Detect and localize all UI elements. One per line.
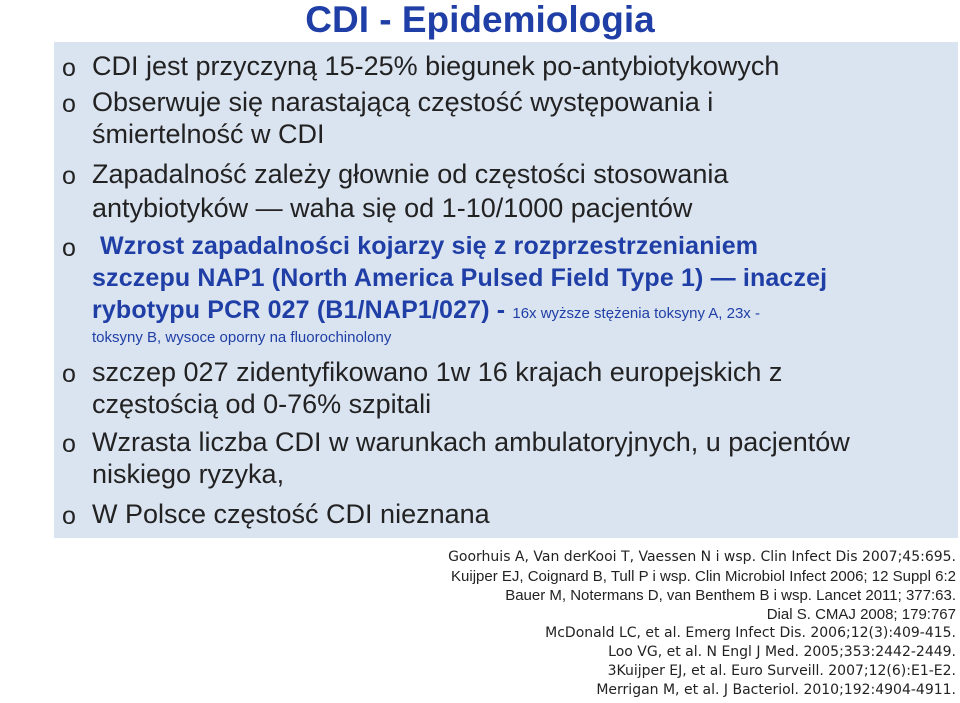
bullet-6-line-2: niskiego ryzyka,: [92, 459, 285, 489]
bullet-marker: o: [62, 162, 76, 190]
bullet-4-note-line: toksyny B, wysoce oporny na fluorochinolony: [92, 329, 392, 346]
content-panel: [54, 42, 958, 538]
bullet-4-line-3-text: rybotypu PCR 027 (B1/NAP1/027) -: [92, 296, 506, 324]
bullet-5-line-1: szczep 027 zidentyfikowano 1w 16 krajach europejskich z: [92, 357, 783, 387]
bullet-3-line-2: antybiotyków — waha się od 1-10/1000 pacjentów: [92, 193, 693, 223]
bullet-5-line-2: częstością od 0-76% szpitali: [92, 389, 432, 419]
reference-item: Goorhuis A, Van derKooi T, Vaessen N i wsp. Clin Infect Dis 2007;45:695.: [448, 549, 956, 565]
bullet-marker: o: [62, 430, 76, 458]
bullet-marker: o: [62, 360, 76, 388]
slide-title: CDI - Epidemiologia: [305, 0, 655, 40]
reference-item: McDonald LC, et al. Emerg Infect Dis. 2006;12(3):409-415.: [545, 625, 956, 641]
bullet-4-inline-note: 16x wyższe stężenia toksyny A, 23x -: [512, 305, 760, 322]
bullet-7-line-1: W Polsce częstość CDI nieznana: [92, 499, 490, 529]
bullet-marker: o: [62, 90, 76, 118]
bullet-marker: o: [62, 502, 76, 530]
bullet-2-line-2: śmiertelność w CDI: [92, 119, 325, 149]
bullet-4-line-3: [92, 294, 760, 330]
reference-item: Bauer M, Notermans D, van Benthem B i wsp. Lancet 2011; 377:63.: [505, 587, 956, 604]
bullet-4-line-1: Wzrost zapadalności kojarzy się z rozprzestrzenianiem: [100, 232, 759, 260]
reference-item: Kuijper EJ, Coignard B, Tull P i wsp. Clin Microbiol Infect 2006; 12 Suppl 6:2: [451, 568, 956, 585]
bullet-4-line-2: szczepu NAP1 (North America Pulsed Field Type 1) — inaczej: [92, 264, 828, 292]
bullet-marker: o: [62, 234, 76, 262]
bullet-2-line-1: Obserwuje się narastającą częstość występowania i: [92, 87, 714, 117]
reference-item: Dial S. CMAJ 2008; 179:767: [766, 606, 956, 623]
bullet-marker: o: [62, 54, 76, 82]
reference-item: Loo VG, et al. N Engl J Med. 2005;353:2442-2449.: [608, 644, 956, 660]
bullet-6-line-1: Wzrasta liczba CDI w warunkach ambulatoryjnych, u pacjentów: [92, 427, 850, 457]
reference-item: Merrigan M, et al. J Bacteriol. 2010;192:4904-4911.: [596, 682, 956, 698]
references-list: [356, 548, 956, 700]
reference-item: 3Kuijper EJ, et al. Euro Surveill. 2007;12(6):E1-E2.: [607, 663, 956, 679]
bullet-3-line-1: Zapadalność zależy głownie od częstości stosowania: [92, 159, 729, 189]
bullet-1-line-1: CDI jest przyczyną 15-25% biegunek po-antybiotykowych: [92, 51, 780, 81]
